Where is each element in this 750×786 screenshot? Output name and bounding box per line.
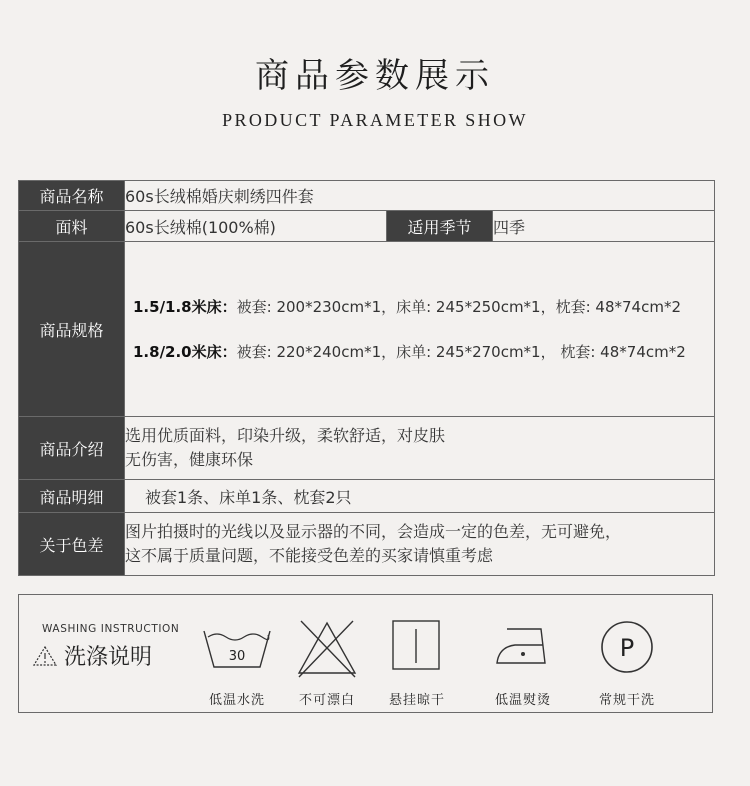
dry-clean-letter: P (619, 634, 635, 662)
washing-title-cn-text: 洗涤说明 (64, 645, 153, 670)
color-line: 图片拍摄时的光线以及显示器的不同，会造成一定的色差，无可避免， (125, 522, 622, 541)
symbol-label: 低温水洗 (208, 693, 265, 708)
season-label: 适用季节 (387, 211, 493, 242)
parameter-table (18, 180, 715, 576)
detail-value: 被套1条、床单1条、枕套2只 (125, 480, 715, 513)
color-label: 关于色差 (19, 513, 125, 576)
wash-symbol (197, 617, 277, 673)
spec-line (133, 341, 714, 362)
washing-title-cn (32, 640, 152, 671)
symbol-label: 低温熨烫 (494, 693, 551, 708)
symbol-label: 不可漂白 (298, 693, 355, 708)
intro-line: 选用优质面料，印染升级，柔软舒适，对皮肤 (125, 426, 446, 445)
table-row (19, 513, 715, 576)
washing-instructions (18, 594, 713, 713)
warning-triangle-icon (32, 645, 58, 667)
spec-size: 1.8/2.0米床： (133, 343, 237, 361)
wash-temp: 30 (228, 649, 246, 664)
spec-detail: 被套: 200*230cm*1，床单: 245*250cm*1，枕套: 48*74cm*2 (236, 298, 681, 316)
dry-clean-p-icon (597, 617, 657, 677)
season-value: 四季 (493, 211, 715, 242)
intro-line: 无伤害，健康环保 (125, 450, 254, 469)
table-row (19, 480, 715, 513)
spec-line (133, 296, 714, 317)
table-row (19, 242, 715, 417)
intro-value (125, 417, 715, 480)
washing-title-en: WASHING INSTRUCTION (42, 623, 180, 635)
table-row (19, 211, 715, 242)
table-row (19, 181, 715, 211)
spec-detail: 被套: 220*240cm*1，床单: 245*270cm*1， 枕套: 48*74cm*2 (236, 343, 686, 361)
name-label: 商品名称 (19, 181, 125, 211)
wash-symbol (377, 617, 457, 673)
page-subtitle: PRODUCT PARAMETER SHOW (222, 110, 528, 130)
fabric-value: 60s长绒棉(100%棉) (125, 211, 387, 242)
name-value: 60s长绒棉婚庆刺绣四件套 (125, 181, 715, 211)
color-line: 这不属于质量问题，不能接受色差的买家请慎重考虑 (125, 546, 494, 565)
detail-label: 商品明细 (19, 480, 125, 513)
spec-value (125, 242, 715, 417)
page-title: 商品参数展示 (255, 56, 495, 96)
spec-size: 1.5/1.8米床： (133, 298, 237, 316)
table-row (19, 417, 715, 480)
fabric-label: 面料 (19, 211, 125, 242)
wash-symbol (587, 617, 667, 677)
wash-tub-30-icon (202, 617, 272, 673)
symbol-label: 常规干洗 (598, 693, 655, 708)
color-value (125, 513, 715, 576)
wash-symbol (287, 617, 367, 679)
symbol-label: 悬挂晾干 (388, 693, 445, 708)
iron-low-icon (493, 617, 557, 673)
hang-dry-icon (391, 617, 443, 673)
intro-label: 商品介绍 (19, 417, 125, 480)
no-bleach-icon (295, 617, 359, 679)
wash-symbol (485, 617, 565, 673)
spec-label: 商品规格 (19, 242, 125, 417)
